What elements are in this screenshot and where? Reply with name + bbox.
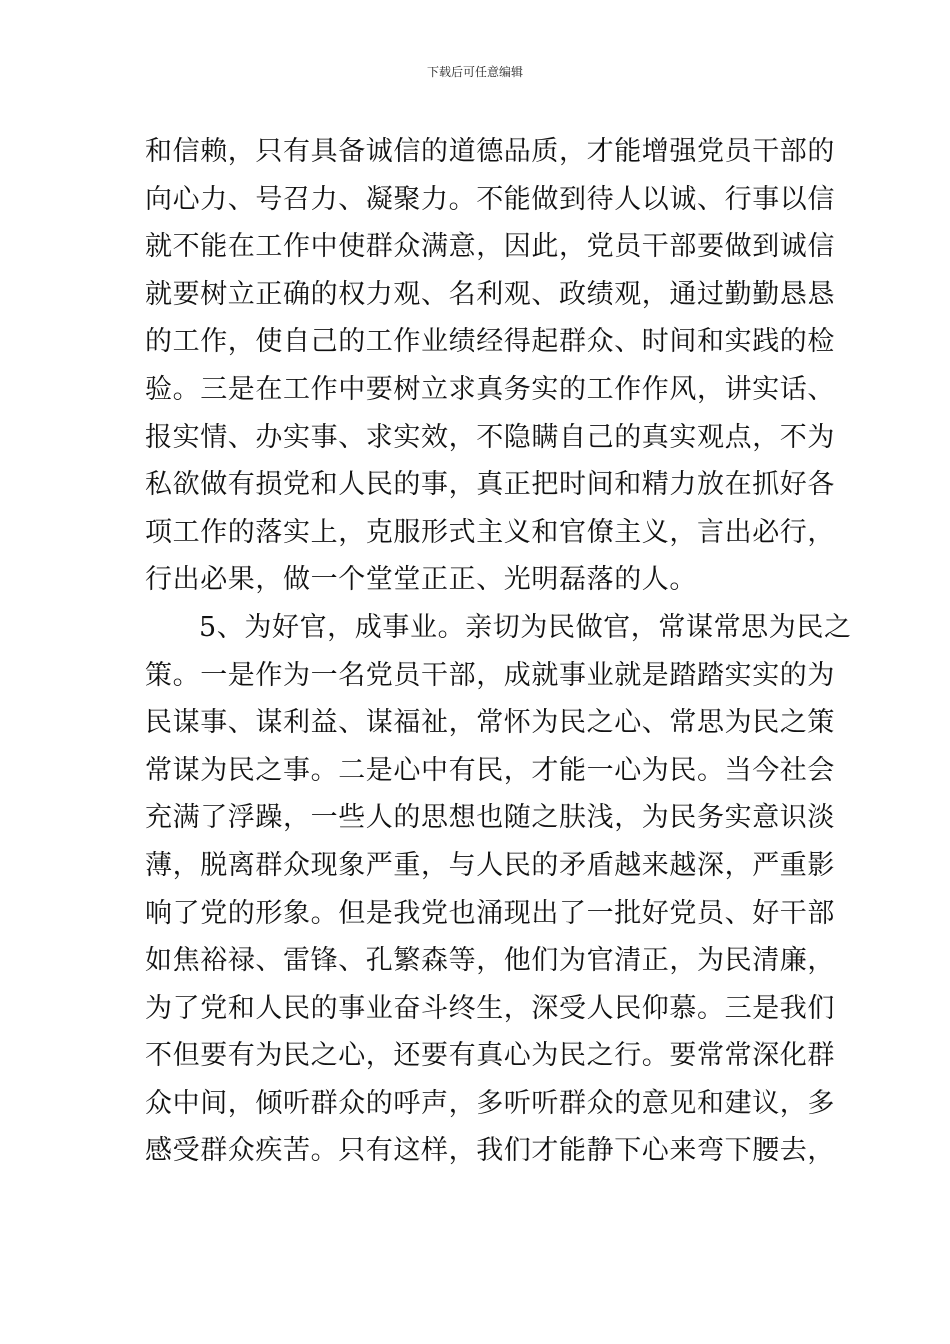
text-line: 常谋为民之事。二是心中有民，才能一心为民。当今社会: [145, 754, 835, 786]
text-line: 薄，脱离群众现象严重，与人民的矛盾越来越深，严重影: [145, 849, 835, 881]
text-line: 不但要有为民之心，还要有真心为民之行。要常常深化群: [145, 1040, 835, 1072]
body-text: [145, 128, 852, 1175]
text-line: 为了党和人民的事业奋斗终生，深受人民仰慕。三是我们: [145, 992, 835, 1024]
text-line: 行出必果，做一个堂堂正正、光明磊落的人。: [145, 564, 697, 596]
text-line: 就不能在工作中使群众满意，因此，党员干部要做到诚信: [145, 231, 835, 263]
text-line: 响了党的形象。但是我党也涌现出了一批好党员、好干部: [145, 897, 835, 929]
text-line: 策。一是作为一名党员干部，成就事业就是踏踏实实的为: [145, 659, 835, 691]
text-line: 感受群众疾苦。只有这样，我们才能静下心来弯下腰去，: [145, 1135, 835, 1167]
text-line: 众中间，倾听群众的呼声，多听听群众的意见和建议，多: [145, 1087, 835, 1119]
text-line: 民谋事、谋利益、谋福祉，常怀为民之心、常思为民之策: [145, 707, 835, 739]
page-header: 下载后可任意编辑: [426, 65, 523, 79]
text-line: 私欲做有损党和人民的事，真正把时间和精力放在抓好各: [145, 469, 835, 501]
text-line: 验。三是在工作中要树立求真务实的工作作风，讲实话、: [145, 373, 835, 405]
text-line: 报实情、办实事、求实效，不隐瞒自己的真实观点，不为: [145, 421, 835, 453]
text-line: 向心力、号召力、凝聚力。不能做到待人以诚、行事以信: [145, 183, 835, 215]
text-line: 和信赖，只有具备诚信的道德品质，才能增强党员干部的: [145, 136, 835, 167]
text-line: 的工作，使自己的工作业绩经得起群众、时间和实践的检: [145, 326, 835, 358]
text-line: 项工作的落实上，克服形式主义和官僚主义，言出必行，: [145, 516, 835, 548]
text-line: 就要树立正确的权力观、名利观、政绩观，通过勤勤恳恳: [145, 278, 835, 310]
paragraph-start-line: 5、为好官，成事业。亲切为民做官，常谋常思为民之: [199, 611, 852, 643]
text-line: 如焦裕禄、雷锋、孔繁森等，他们为官清正，为民清廉，: [145, 945, 835, 977]
text-line: 充满了浮躁，一些人的思想也随之肤浅，为民务实意识淡: [145, 802, 835, 834]
